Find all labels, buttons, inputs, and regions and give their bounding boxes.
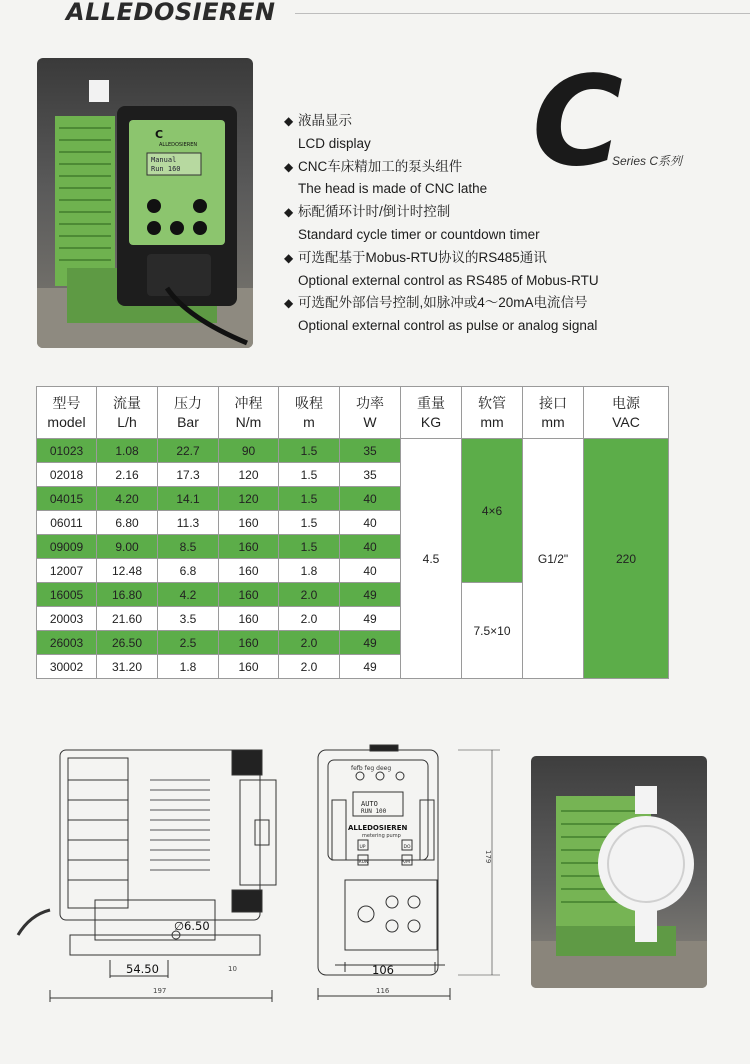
drawing-button-run: RUN <box>358 860 369 865</box>
dim-116-label: 116 <box>376 987 390 995</box>
table-row: 26003 26.50 2.5 160 2.0 49 <box>37 631 669 655</box>
header-pressure: 压力 Bar <box>158 387 219 439</box>
weight-cell: 4.5 <box>401 439 462 679</box>
pump-side-illustration <box>531 756 707 988</box>
feature-cn-1: ◆ 液晶显示 <box>284 110 644 133</box>
header-hose: 软管 mm <box>462 387 523 439</box>
hose-cell-a: 4×6 <box>462 439 523 583</box>
svg-text:ALLEDOSIEREN: ALLEDOSIEREN <box>159 142 198 148</box>
front-view-drawing <box>318 745 500 1000</box>
header-flow: 流量 L/h <box>97 387 158 439</box>
drawing-button-do: DO <box>403 845 411 850</box>
table-row: 06011 6.80 11.3 160 1.5 40 <box>37 511 669 535</box>
header-stroke: 冲程 N/m <box>219 387 279 439</box>
feature-en-4: Optional external control as RS485 of Mobus-RTU <box>298 272 599 288</box>
header-port: 接口 mm <box>523 387 584 439</box>
hose-cell-b: 7.5×10 <box>462 583 523 679</box>
drawing-button-am: A/M <box>401 860 410 865</box>
drawing-screen-line1: AUTO <box>361 800 378 808</box>
series-letter: C <box>532 50 624 194</box>
drawing-top-label: fefb feg deeg <box>351 765 392 772</box>
feature-cn-3: ◆ 标配循环计时/倒计时控制 <box>284 201 644 224</box>
header-model: 型号 model <box>37 387 97 439</box>
dim-10-label: 10 <box>228 965 237 973</box>
feature-en-2: The head is made of CNC lathe <box>298 181 488 197</box>
table-row: 30002 31.20 1.8 160 2.0 49 <box>37 655 669 679</box>
drawing-logo-sub: metering pump <box>362 833 401 839</box>
pump-illustration <box>37 58 253 348</box>
drawing-logo: ALLEDOSIEREN <box>348 824 408 832</box>
pump-screen-line2: Run 160 <box>151 165 181 173</box>
table-row: 12007 12.48 6.8 160 1.8 40 <box>37 559 669 583</box>
feature-cn-2: ◆ CNC车床精加工的泵头组件 <box>284 156 644 179</box>
dim-197-label: 197 <box>153 987 167 995</box>
brand-logo: ALLEDOSIEREN <box>66 0 276 26</box>
svg-text:C: C <box>155 128 164 141</box>
table-row: 04015 4.20 14.1 120 1.5 40 <box>37 487 669 511</box>
product-photo-front <box>37 58 253 348</box>
dim-179-label: 179 <box>484 850 492 864</box>
table-row: 02018 2.16 17.3 120 1.5 35 <box>37 463 669 487</box>
brand-header <box>0 0 750 28</box>
header-power-w: 功率 W <box>340 387 401 439</box>
table-row: 01023 1.08 22.7 90 1.5 35 4.5 4×6 G1/2" 220 <box>37 439 669 463</box>
header-supply: 电源 VAC <box>584 387 669 439</box>
feature-en-5: Optional external control as pulse or analog signal <box>298 318 598 334</box>
header-suction: 吸程 m <box>279 387 340 439</box>
dim-hole-label: ∅6.50 <box>174 919 210 933</box>
feature-en-1: LCD display <box>298 135 371 151</box>
drawing-button-up: UP <box>359 845 366 850</box>
feature-cn-4: ◆ 可选配基于Mobus-RTU协议的RS485通讯 <box>284 247 644 270</box>
header-weight: 重量 KG <box>401 387 462 439</box>
drawing-screen-line2: RUN 100 <box>361 808 387 815</box>
dim-base-label: 54.50 <box>126 962 159 976</box>
supply-cell: 220 <box>584 439 669 679</box>
spec-header-row <box>37 387 669 439</box>
table-row: 20003 21.60 3.5 160 2.0 49 <box>37 607 669 631</box>
dim-106-label: 106 <box>372 963 394 977</box>
feature-cn-5: ◆ 可选配外部信号控制,如脉冲或4～20mA电流信号 <box>284 292 644 315</box>
pump-screen-line1: Manual <box>151 156 177 164</box>
header-divider <box>295 13 750 14</box>
product-photo-side <box>531 756 707 988</box>
feature-en-3: Standard cycle timer or countdown timer <box>298 226 540 242</box>
spec-table <box>36 386 669 679</box>
series-label: Series C系列 <box>612 154 683 168</box>
table-row: 09009 9.00 8.5 160 1.5 40 <box>37 535 669 559</box>
table-row: 16005 16.80 4.2 160 2.0 49 7.5×10 <box>37 583 669 607</box>
port-cell: G1/2" <box>523 439 584 679</box>
